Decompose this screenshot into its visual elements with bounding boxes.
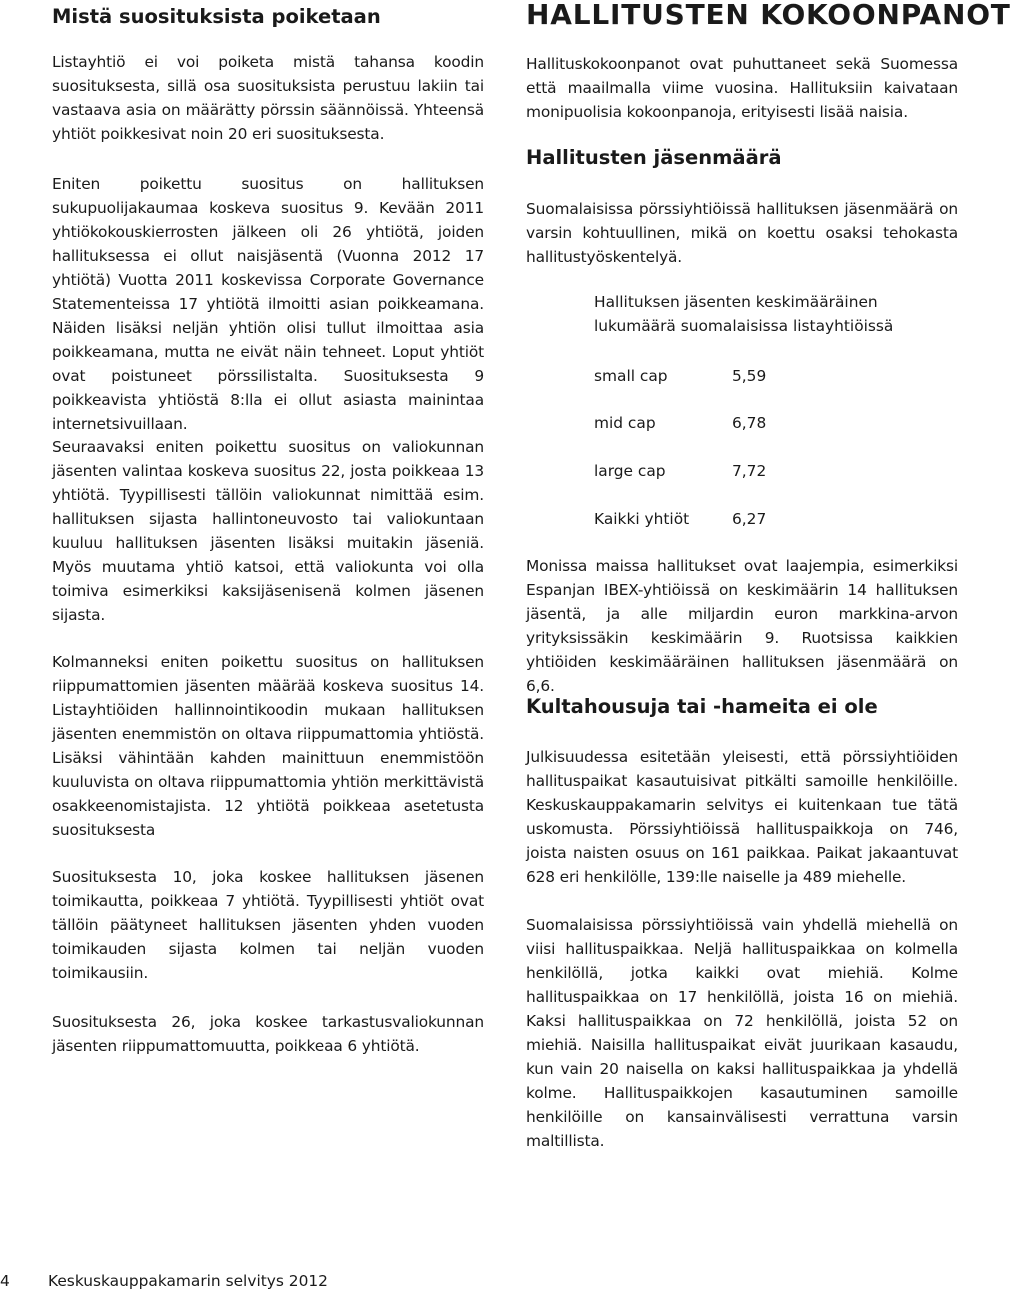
paragraph: Monissa maissa hallitukset ovat laajempia, esimerkiksi Espanjan IBEX-yhtiöissä on keskimäärin 14 hallituksen jäsentä, ja alle miljardin euron markkina-arvon yrityksissäkin keskimäärin 9. Ruotsissa kaikkien yhtiöiden keskimääräinen hallituksen jäsenmäärä on 6,6. bbox=[526, 557, 958, 695]
paragraph: Suosituksesta 26, joka koskee tarkastusvaliokunnan jäsenten riippumattomuutta, poikkeaa 6 yhtiötä. bbox=[52, 1013, 484, 1055]
intro-paragraph: Hallituskokoonpanot ovat puhuttaneet sekä Suomessa että maailmalla viime vuosina. Hallituksiin kaivataan monipuolisia kokoonpanoja, erityisesti lisää naisia. bbox=[526, 55, 958, 121]
stats-value: 7,72 bbox=[732, 462, 767, 480]
paragraph: Kolmanneksi eniten poikettu suositus on hallituksen riippumattomien jäsenten määrää koskeva suositus 14. Listayhtiöiden hallinnointikoodin mukaan hallituksen jäsenten enemmistön on oltava riippumattomia yhtiöstä. Lisäksi vähintään kahden mainittuun enemmistöön kuuluvista on oltava riippumattomia yhtiön merkittävistä osakkeenomistajista. 12 yhtiötä poikkeaa asetetusta suosituksesta bbox=[52, 653, 484, 839]
paragraph: Suomalaisissa pörssiyhtiöissä vain yhdellä miehellä on viisi hallituspaikkaa. Neljä hallituspaikkaa on kolmella henkilöllä, jotka kaikki ovat miehiä. Kolme hallituspaikkaa on 17 henkilöllä, joista 16 on miehiä. Kaksi hallituspaikkaa on 72 henkilöllä, joista 52 on miehiä. Naisilla hallituspaikat eivät juurikaan kasaudu, kun vain 20 naisella on kaksi hallituspaikkaa ja yhdellä kolme. Hallituspaikkojen kasautuminen samoille henkilöille on kansainvälisesti verrattuna varsin maltillista. bbox=[526, 916, 958, 1150]
stats-row bbox=[594, 411, 766, 435]
page-footer bbox=[0, 1270, 328, 1292]
subheading: Kultahousuja tai -hameita ei ole bbox=[526, 695, 878, 718]
stats-label: small cap bbox=[594, 367, 668, 385]
section-heading: Mistä suosituksista poiketaan bbox=[52, 5, 381, 28]
paragraph: Suosituksesta 10, joka koskee hallituksen jäsenen toimikautta, poikkeaa 7 yhtiötä. Tyypillisesti yhtiöt ovat tällöin päätyneet hallituksen jäsenten yhden vuoden toimikauden sijasta kolmen tai neljän vuoden toimikausiin. bbox=[52, 868, 484, 982]
stats-row bbox=[594, 459, 766, 483]
stats-label: large cap bbox=[594, 462, 666, 480]
stats-value: 6,27 bbox=[732, 510, 767, 528]
main-heading: HALLITUSTEN KOKOONPANOT bbox=[526, 0, 1011, 31]
board-size-stats bbox=[594, 290, 958, 528]
publication-title: Keskuskauppakamarin selvitys 2012 bbox=[48, 1272, 328, 1290]
stats-value: 6,78 bbox=[732, 414, 767, 432]
stats-title: Hallituksen jäsenten keskimääräinen lukumäärä suomalaisissa listayhtiöissä bbox=[594, 293, 894, 335]
page-number: 4 bbox=[0, 1272, 10, 1290]
paragraph: Eniten poikettu suositus on hallituksen sukupuolijakaumaa koskeva suositus 9. Kevään 2011 yhtiökokouskierrosten jälkeen oli 26 yhtiötä, joiden hallituksessa ei ollut naisjäsentä (Vuonna 2012 17 yhtiötä) Vuotta 2011 koskevissa Corporate Governance Statementeissa 17 yhtiötä ilmoitti asian poikkeamana. Näiden lisäksi neljän yhtiön olisi tullut ilmoittaa asia poikkeamana, mutta ne eivät näin tehneet. Loput yhtiöt ovat poistuneet pörssilistalta. Suosituksesta 9 poikkeavista yhtiöstä 8:lla ei ollut asiasta mainintaa internetsivuillaan. bbox=[52, 175, 484, 433]
subheading: Hallitusten jäsenmäärä bbox=[526, 146, 782, 169]
paragraph: Julkisuudessa esitetään yleisesti, että pörssiyhtiöiden hallituspaikat kasautuisivat pitkälti samoille henkilöille. Keskuskauppakamarin selvitys ei kuitenkaan tue tätä uskomusta. Pörssiyhtiöissä hallituspaikkoja on 746, joista naisten osuus on 161 paikkaa. Paikat jakaantuvat 628 eri henkilölle, 139:lle naiselle ja 489 miehelle. bbox=[526, 748, 958, 886]
paragraph: Seuraavaksi eniten poikettu suositus on valiokunnan jäsenten valintaa koskeva suositus 22, josta poikkeaa 13 yhtiötä. Tyypillisesti tällöin valiokunnat nimittää esim. hallituksen sijasta hallintoneuvosto tai valiokuntaan kuuluu hallituksen jäsenten lisäksi muitakin jäseniä. Myös muutama yhtiö katsoi, että valiokunta voi olla toimiva esimerkiksi kaksijäsenisenä kolmen jäsenen sijasta. bbox=[52, 438, 484, 624]
paragraph: Suomalaisissa pörssiyhtiöissä hallituksen jäsenmäärä on varsin kohtuullinen, mikä on koettu osaksi tehokasta hallitustyöskentelyä. bbox=[526, 200, 958, 266]
stats-label: mid cap bbox=[594, 414, 656, 432]
stats-row bbox=[594, 364, 766, 388]
stats-value: 5,59 bbox=[732, 367, 767, 385]
stats-label: Kaikki yhtiöt bbox=[594, 510, 690, 528]
paragraph: Listayhtiö ei voi poiketa mistä tahansa koodin suosituksesta, sillä osa suosituksista perustuu lakiin tai vastaava asia on määrätty pörssin säännöissä. Yhteensä yhtiöt poikkesivat noin 20 eri suosituksesta. bbox=[52, 53, 484, 143]
stats-row bbox=[594, 507, 766, 531]
